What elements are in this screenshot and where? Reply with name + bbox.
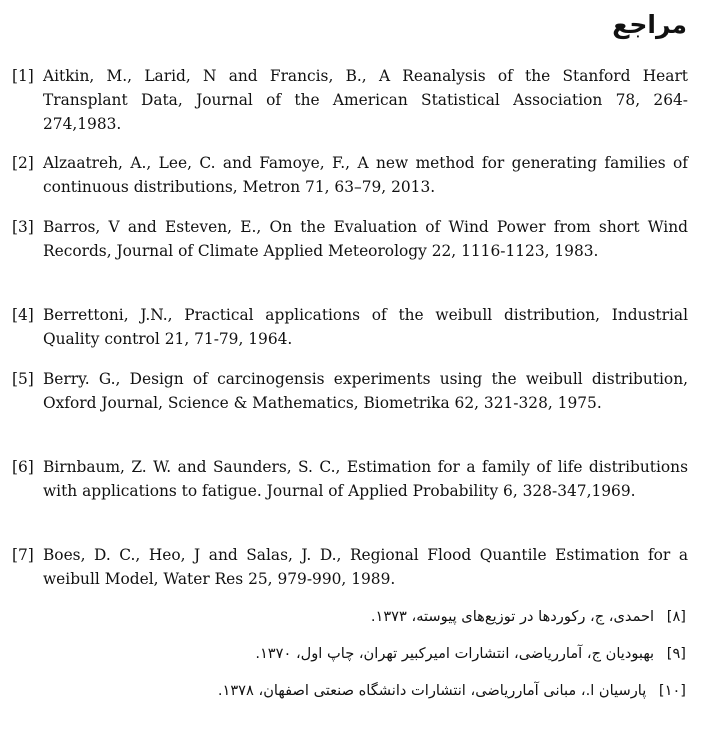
reference-number: [۱۰] (658, 682, 686, 699)
reference-text: Berrettoni, J.N., Practical applications of the weibull distribution, Industrial Quality control 21, 71-79, 1964. (43, 306, 688, 348)
reference-text: بهبودیان ج، آمارریاضی، انتشارات امیرکبیر تهران، چاپ اول، ۱۳۷۰. (255, 645, 655, 662)
english-reference-list (12, 64, 688, 591)
reference-text: Barros, V and Esteven, E., On the Evaluation of Wind Power from short Wind Records, Journal of Climate Applied Meteorology 22, 1116-1123, 1983. (43, 218, 688, 260)
persian-reference-item-9 (46, 640, 686, 668)
reference-item-7 (12, 543, 688, 591)
persian-reference-item-8 (46, 603, 686, 631)
reference-number: [۸] (666, 608, 686, 625)
reference-number: [1] (12, 67, 34, 85)
reference-text: Berry. G., Design of carcinogensis experiments using the weibull distribution, Oxford Journal, Science & Mathematics, Biometrika 62, 321-328, 1975. (43, 370, 688, 412)
reference-item-2 (12, 151, 688, 199)
persian-reference-list (46, 603, 686, 714)
reference-item-5 (12, 367, 688, 439)
reference-item-1 (12, 64, 688, 136)
reference-text: Birnbaum, Z. W. and Saunders, S. C., Estimation for a family of life distributions with applications to fatigue. Journal of Applied Probability 6, 328-347,1969. (43, 458, 688, 500)
reference-number: [3] (12, 218, 34, 236)
reference-number: [6] (12, 458, 34, 476)
reference-number: [۹] (666, 645, 686, 662)
reference-item-6 (12, 455, 688, 527)
reference-text: احمدی، ج، رکوردها در توزیع‌های پیوسته، ۱۳۷۳. (370, 608, 655, 625)
reference-text: Boes, D. C., Heo, J and Salas, J. D., Regional Flood Quantile Estimation for a weibull Model, Water Res 25, 979-990, 1989. (43, 546, 688, 588)
references-heading: مراجع (612, 10, 687, 39)
reference-text: Aitkin, M., Larid, N and Francis, B., A Reanalysis of the Stanford Heart Transplant Data, Journal of the American Statistical Association 78, 264-274,1983. (43, 67, 688, 133)
reference-text: Alzaatreh, A., Lee, C. and Famoye, F., A new method for generating families of continuous distributions, Metron 71, 63–79, 2013. (43, 154, 688, 196)
reference-number: [7] (12, 546, 34, 564)
reference-number: [4] (12, 306, 34, 324)
persian-reference-item-10 (46, 677, 686, 705)
reference-item-4 (12, 303, 688, 351)
reference-number: [2] (12, 154, 34, 172)
reference-item-3 (12, 215, 688, 287)
reference-number: [5] (12, 370, 34, 388)
reference-text: پارسیان ا.، مبانی آمارریاضی، انتشارات دانشگاه صنعتی اصفهان، ۱۳۷۸. (217, 682, 647, 699)
